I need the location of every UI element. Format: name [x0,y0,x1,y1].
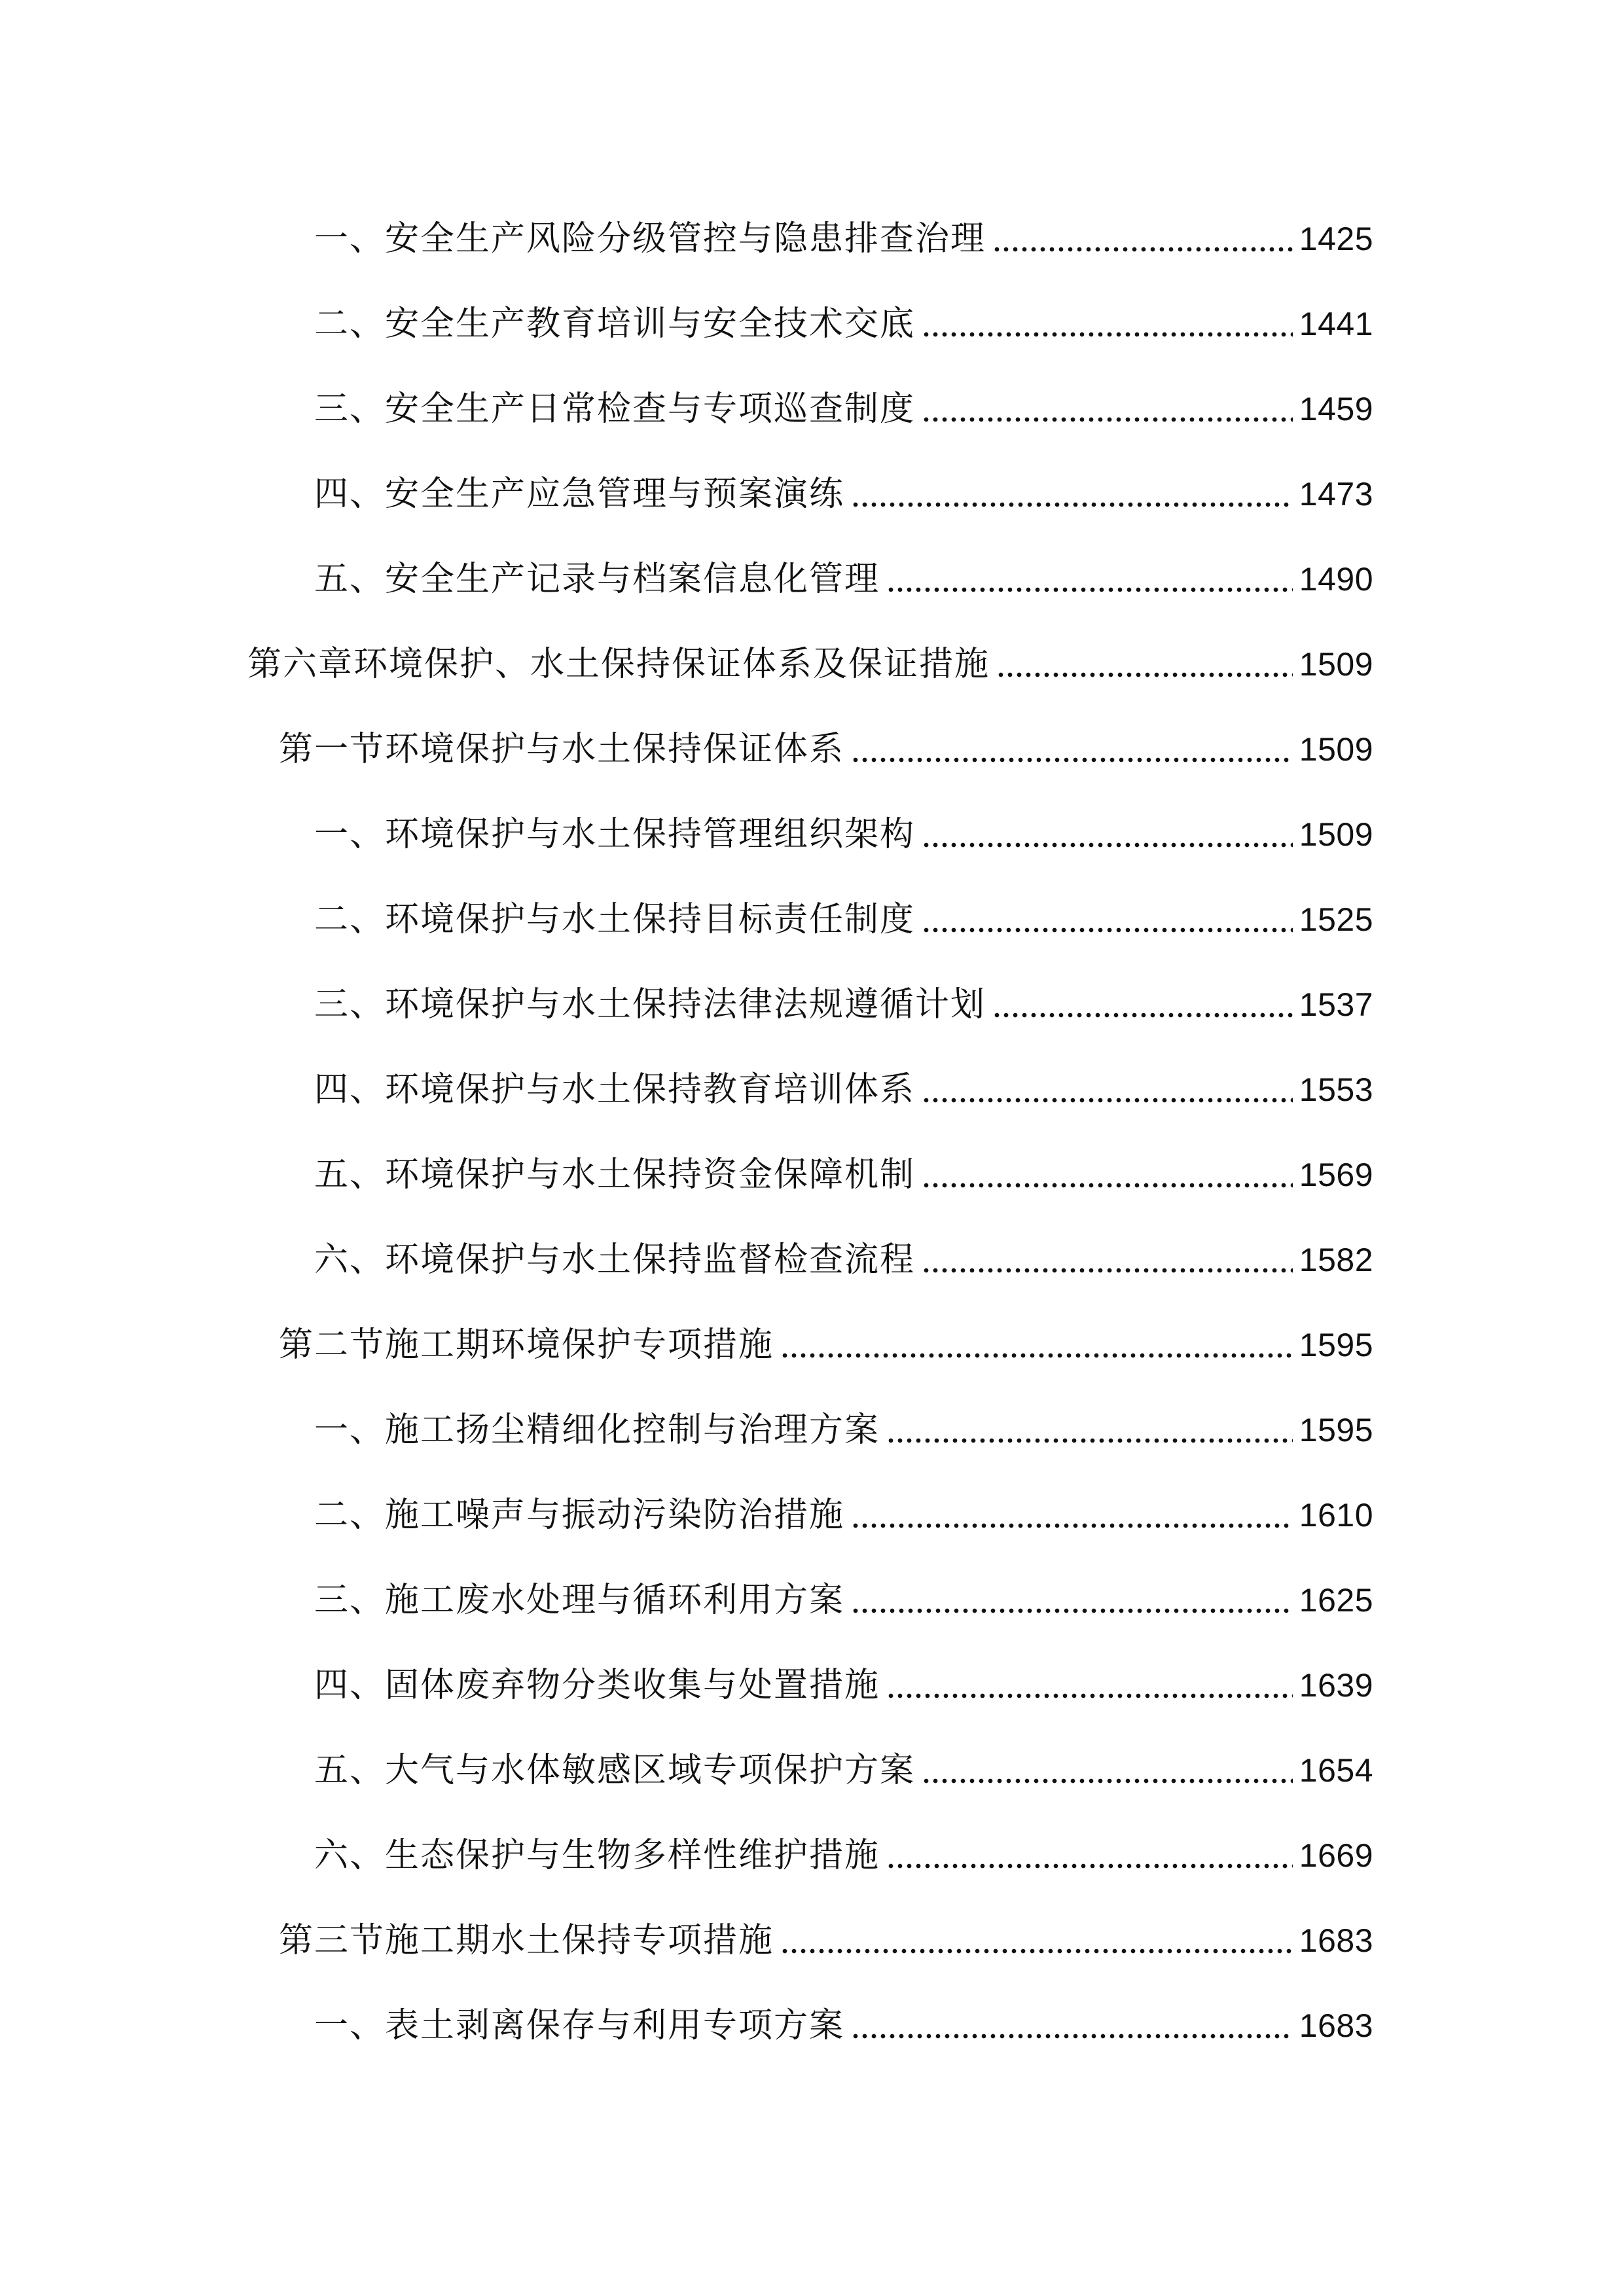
toc-entry-title: 三、安全生产日常检查与专项巡查制度 [314,389,916,429]
toc-page-number: 1625 [1299,1582,1373,1619]
dot-leader [922,413,1293,426]
toc-entry[interactable] [314,808,1373,861]
toc-entry[interactable] [314,553,1373,605]
toc-entry-title: 第一节环境保护与水土保持保证体系 [279,730,845,769]
dot-leader [992,1009,1293,1022]
toc-page-number: 1669 [1299,1837,1373,1874]
dot-leader [922,838,1293,852]
dot-leader [886,1859,1293,1873]
dot-leader [922,1094,1293,1107]
toc-entry-title: 二、环境保护与水土保持目标责任制度 [314,900,916,939]
dot-leader [851,1519,1293,1532]
toc-entry-title: 四、环境保护与水土保持教育培训体系 [314,1070,916,1109]
toc-section-entry[interactable] [279,723,1373,776]
dot-leader [851,2030,1293,2043]
toc-entry[interactable] [314,1234,1373,1286]
toc-entry-title: 五、环境保护与水土保持资金保障机制 [314,1155,916,1194]
toc-entry[interactable] [314,1064,1373,1116]
toc-entry-title: 二、施工噪声与振动污染防治措施 [314,1496,845,1535]
toc-entry-title: 六、生态保护与生物多样性维护措施 [314,1836,880,1875]
toc-entry-title: 五、大气与水体敏感区域专项保护方案 [314,1751,916,1790]
toc-entry-title: 四、固体废弃物分类收集与处置措施 [314,1666,880,1705]
toc-page-number: 1654 [1299,1752,1373,1789]
toc-entry[interactable] [314,978,1373,1031]
toc-section-entry[interactable] [279,1319,1373,1371]
toc-page-number: 1639 [1299,1667,1373,1704]
toc-page-number: 1569 [1299,1157,1373,1193]
toc-entry-title: 一、安全生产风险分级管控与隐患排查治理 [314,219,986,259]
toc-page-number: 1509 [1299,646,1373,683]
toc-entry[interactable] [314,468,1373,520]
toc-entry-title: 第二节施工期环境保护专项措施 [279,1325,774,1365]
toc-page-number: 1459 [1299,391,1373,427]
toc-entry-title: 第六章环境保护、水土保持保证体系及保证措施 [247,645,990,684]
toc-entry[interactable] [314,1574,1373,1626]
dot-leader [886,1434,1293,1447]
toc-entry[interactable] [314,213,1373,265]
toc-entry[interactable] [314,298,1373,350]
toc-entry-title: 四、安全生产应急管理与预案演练 [314,475,845,514]
dot-leader [922,1179,1293,1192]
dot-leader [922,328,1293,341]
toc-entry-title: 一、环境保护与水土保持管理组织架构 [314,815,916,854]
toc-entry[interactable] [314,383,1373,435]
toc-page-number: 1595 [1299,1412,1373,1448]
toc-page-number: 1473 [1299,476,1373,512]
toc-page-number: 1509 [1299,816,1373,853]
toc-page-number: 1525 [1299,901,1373,938]
dot-leader [922,1264,1293,1277]
toc-entry-title: 三、施工废水处理与循环利用方案 [314,1581,845,1620]
dot-leader [780,1945,1293,1958]
toc-entry-title: 一、表土剥离保存与利用专项方案 [314,2006,845,2045]
toc-page-number: 1683 [1299,2007,1373,2044]
toc-page-number: 1553 [1299,1071,1373,1108]
dot-leader [851,498,1293,511]
toc-entry-title: 三、环境保护与水土保持法律法规遵循计划 [314,985,986,1024]
toc-entry-title: 二、安全生产教育培训与安全技术交底 [314,304,916,344]
toc-entry[interactable] [314,1829,1373,1882]
toc-entry[interactable] [314,1659,1373,1712]
toc-chapter-entry[interactable] [247,638,1373,691]
dot-leader [922,1774,1293,1787]
toc-page-number: 1441 [1299,306,1373,342]
dot-leader [886,583,1293,596]
dot-leader [851,1604,1293,1617]
toc-page-number: 1490 [1299,561,1373,598]
toc-entry-title: 一、施工扬尘精细化控制与治理方案 [314,1410,880,1450]
dot-leader [996,668,1293,681]
toc-page-number: 1425 [1299,221,1373,257]
toc-entry[interactable] [314,893,1373,946]
dot-leader [992,243,1293,256]
toc-page-number: 1683 [1299,1922,1373,1959]
toc-entry[interactable] [314,1149,1373,1201]
toc-entry-title: 六、环境保护与水土保持监督检查流程 [314,1240,916,1280]
toc-section-entry[interactable] [279,1914,1373,1967]
toc-entry[interactable] [314,2000,1373,2052]
toc-entry[interactable] [314,1489,1373,1541]
toc-page-number: 1595 [1299,1327,1373,1363]
toc-entry-title: 五、安全生产记录与档案信息化管理 [314,560,880,599]
toc-page-number: 1537 [1299,986,1373,1023]
toc-page-number: 1509 [1299,731,1373,768]
toc-entry[interactable] [314,1404,1373,1456]
dot-leader [780,1349,1293,1362]
toc-page-number: 1610 [1299,1497,1373,1534]
toc-page-number: 1582 [1299,1242,1373,1278]
toc-entry[interactable] [314,1744,1373,1797]
toc-entry-title: 第三节施工期水土保持专项措施 [279,1921,774,1960]
dot-leader [922,924,1293,937]
dot-leader [886,1689,1293,1702]
dot-leader [851,753,1293,766]
